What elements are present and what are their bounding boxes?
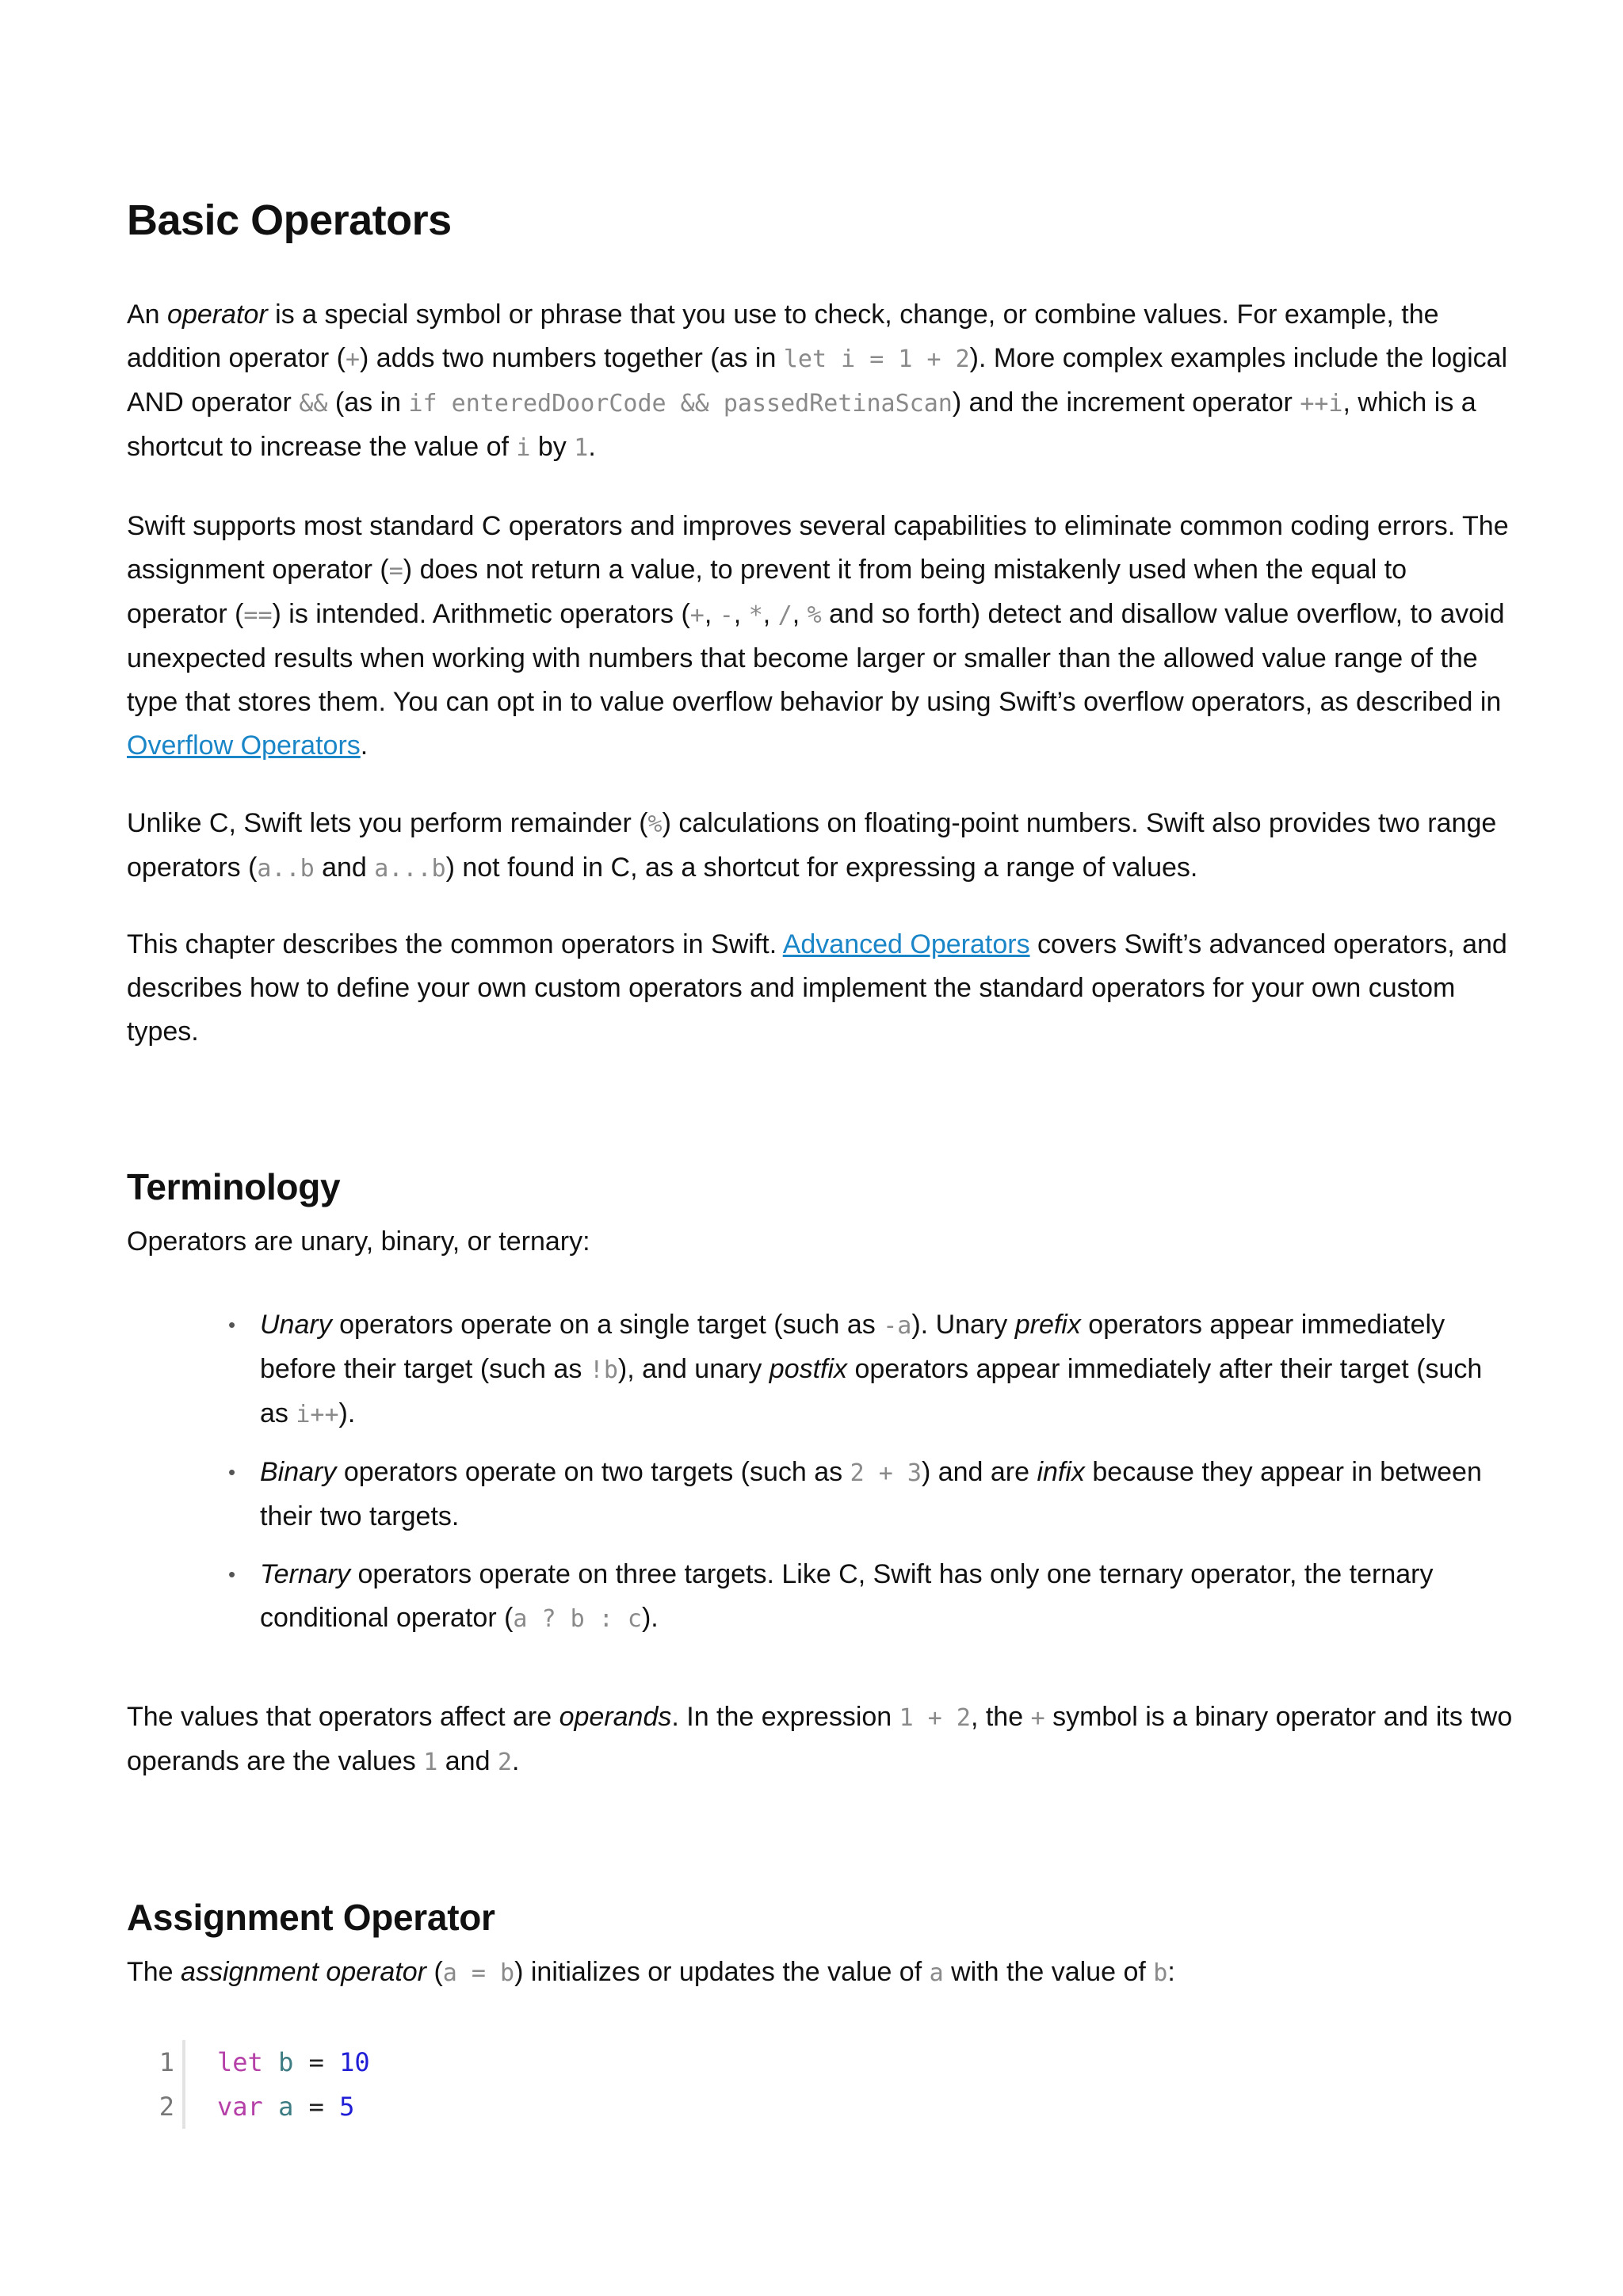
inline-code: && [299, 390, 328, 418]
inline-code: 1 [423, 1749, 438, 1776]
code-operator: = [308, 2092, 324, 2122]
line-number: 1 [158, 2047, 174, 2077]
intro-paragraph-1: An operator is a special symbol or phrase that you use to check, change, or combine values. For example, the addition operator (+) adds two numbers together (as in let i = 1 + 2). More complex examples include the logical AND operator && (as in if enteredDoorCode && passedRetinaScan) and the increment operator ++i, which is a shortcut to increase the value of i by 1. [127, 299, 1508, 462]
inline-code: % [807, 601, 822, 629]
inline-code: == [243, 601, 273, 629]
inline-code: -a [883, 1312, 912, 1340]
code-gutter [182, 2040, 185, 2084]
code-operator: = [308, 2047, 324, 2077]
code-gutter [182, 2084, 185, 2129]
inline-code: a...b [374, 855, 446, 883]
code-number: 10 [339, 2047, 370, 2077]
code-identifier: a [278, 2092, 294, 2122]
assignment-paragraph: The assignment operator (a = b) initializes or updates the value of a with the value of b: [127, 1957, 1175, 1987]
list-item-ternary: • Ternary operators operate on three targets. Like C, Swift has only one ternary operator, the ternary conditional operator (a ? b : c). [127, 1553, 1514, 1641]
inline-code: if enteredDoorCode && passedRetinaScan [408, 390, 953, 418]
inline-code: 1 [574, 434, 589, 462]
list-item-unary: • Unary operators operate on a single target (such as -a). Unary prefix operators appear immediately before their target (such as !b), and unary postfix operators appear immediately after their target (such as i++). [127, 1303, 1514, 1436]
inline-code: let i = 1 + 2 [783, 345, 970, 373]
inline-code: * [748, 601, 763, 629]
code-keyword: var [217, 2092, 263, 2122]
intro-paragraph-3: Unlike C, Swift lets you perform remainder (%) calculations on floating-point numbers. Swift also provides two range operators (a..b and a...b) not found in C, as a shortcut for expressing a range of values. [127, 808, 1497, 883]
page-title: Basic Operators [127, 196, 452, 244]
inline-code: a [929, 1959, 944, 1987]
inline-code: 2 + 3 [850, 1459, 922, 1487]
inline-code: + [1030, 1704, 1045, 1732]
inline-code: i++ [296, 1401, 339, 1428]
inline-code: a = b [442, 1959, 515, 1987]
inline-code: 2 [497, 1749, 512, 1776]
term-operator: operator [167, 299, 268, 330]
inline-code: b [1153, 1959, 1168, 1987]
inline-code: 1 + 2 [899, 1704, 971, 1732]
inline-code: i [516, 434, 531, 462]
terminology-lead: Operators are unary, binary, or ternary: [127, 1226, 590, 1257]
code-identifier: b [278, 2047, 294, 2077]
code-keyword: let [217, 2047, 263, 2077]
intro-paragraph-2: Swift supports most standard C operators and improves several capabilities to eliminate common coding errors. The assignment operator (=) does not return a value, to prevent it from being mistakenly used when the equal to operator (==) is intended. Arithmetic operators (+, -, *, /, % and so forth) detect and disallow value overflow, to avoid unexpected results when working with numbers that become larger or smaller than the allowed value range of the type that stores them. You can opt in to value overflow behavior by using Swift’s overflow operators, as described in Overflow Operators. [127, 511, 1509, 761]
line-number: 2 [158, 2092, 174, 2122]
inline-code: a..b [257, 855, 315, 883]
inline-code: ++i [1300, 390, 1343, 418]
code-line [127, 2084, 370, 2129]
inline-code: % [647, 810, 663, 838]
code-number: 5 [339, 2092, 355, 2122]
bullet-icon: • [228, 1313, 236, 1337]
terminology-heading: Terminology [127, 1166, 341, 1207]
inline-code: + [345, 345, 361, 373]
list-item-binary: • Binary operators operate on two targets (such as 2 + 3) and are infix because they appear in between their two targets. [127, 1451, 1514, 1539]
bullet-icon: • [228, 1460, 236, 1484]
inline-code: - [719, 601, 734, 629]
overflow-operators-link[interactable]: Overflow Operators [127, 730, 361, 761]
intro-paragraph-4: This chapter describes the common operators in Swift. Advanced Operators covers Swift’s advanced operators, and describes how to define your own custom operators and implement the standard operators for your own custom types. [127, 929, 1507, 1047]
code-block [127, 2040, 370, 2129]
inline-code: = [388, 557, 403, 585]
inline-code: !b [589, 1356, 618, 1384]
code-line [127, 2040, 370, 2084]
inline-code: a ? b : c [513, 1605, 642, 1633]
inline-code: / [777, 601, 792, 629]
assignment-heading: Assignment Operator [127, 1897, 495, 1938]
advanced-operators-link[interactable]: Advanced Operators [782, 929, 1030, 959]
inline-code: + [689, 601, 705, 629]
operands-paragraph: The values that operators affect are operands. In the expression 1 + 2, the + symbol is a binary operator and its two operands are the values 1 and 2. [127, 1702, 1513, 1776]
operator-types-list [127, 1303, 1514, 1655]
bullet-icon: • [228, 1562, 236, 1586]
